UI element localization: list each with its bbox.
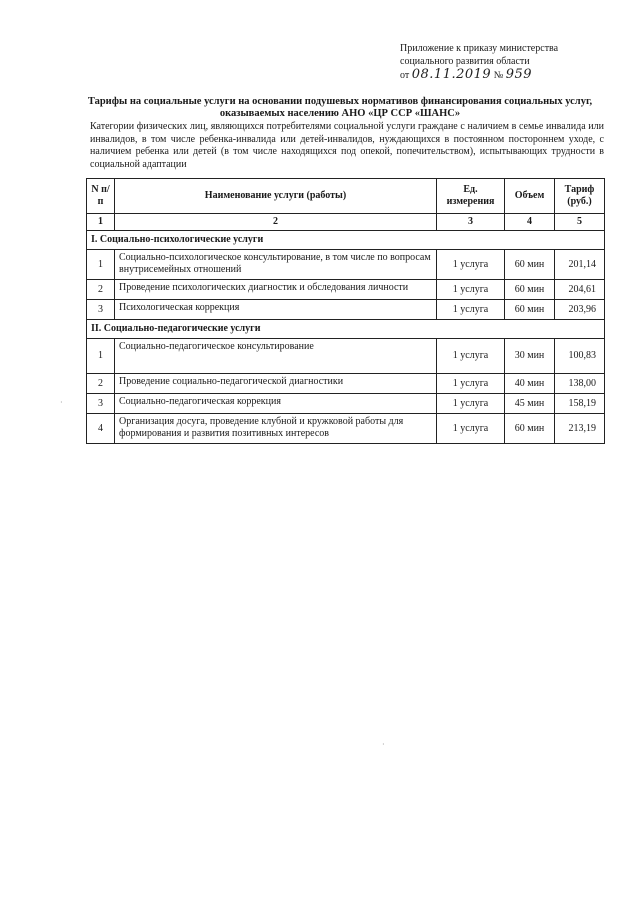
row-num: 1 (87, 339, 115, 374)
table-row (87, 339, 605, 374)
header-volume: Объем (505, 179, 555, 214)
table-row (87, 414, 605, 444)
service-name: Психологическая коррекция (115, 300, 437, 320)
table-header-row (87, 179, 605, 214)
service-tariff: 138,00 (555, 374, 605, 394)
annex-line-1: Приложение к приказу министерства (400, 43, 559, 54)
service-unit: 1 услуга (437, 394, 505, 414)
service-unit: 1 услуга (437, 374, 505, 394)
service-volume: 60 мин (505, 280, 555, 300)
service-volume: 30 мин (505, 339, 555, 374)
service-name: Проведение социально-педагогической диагностики (115, 374, 437, 394)
row-num: 2 (87, 374, 115, 394)
row-num: 3 (87, 394, 115, 414)
table-row (87, 374, 605, 394)
annex-note (400, 42, 600, 82)
scan-speck: · (382, 740, 385, 749)
table-row (87, 280, 605, 300)
col-number: 4 (505, 214, 555, 231)
section-title: I. Социально-психологические услуги (87, 231, 605, 250)
table-row (87, 300, 605, 320)
col-number: 3 (437, 214, 505, 231)
document-title: Тарифы на социальные услуги на основании подушевых нормативов финансирования социальных услуг, оказываемых населению АНО «ЦР ССР «ШАНС» (87, 96, 593, 119)
section-header-row (87, 231, 605, 250)
service-volume: 60 мин (505, 300, 555, 320)
section-title: II. Социально-педагогические услуги (87, 320, 605, 339)
header-unit: Ед. измерения (437, 179, 505, 214)
header-name: Наименование услуги (работы) (115, 179, 437, 214)
service-tariff: 201,14 (555, 250, 605, 280)
service-name: Проведение психологических диагностик и обследования личности (115, 280, 437, 300)
table-row (87, 394, 605, 414)
service-tariff: 204,61 (555, 280, 605, 300)
service-unit: 1 услуга (437, 250, 505, 280)
service-volume: 40 мин (505, 374, 555, 394)
annex-date-prefix: от (400, 70, 410, 81)
service-name: Социально-психологическое консультирование, в том числе по вопросам внутрисемейных отношений (115, 250, 437, 280)
col-number: 2 (115, 214, 437, 231)
service-name: Социально-педагогическая коррекция (115, 394, 437, 414)
service-volume: 60 мин (505, 414, 555, 444)
col-number: 1 (87, 214, 115, 231)
service-tariff: 100,83 (555, 339, 605, 374)
section-header-row (87, 320, 605, 339)
annex-line-2: социального развития области (400, 56, 530, 67)
header-num: N п/п (87, 179, 115, 214)
row-num: 1 (87, 250, 115, 280)
annex-number-prefix: № (493, 70, 504, 81)
annex-number: 959 (505, 67, 533, 82)
table-row (87, 250, 605, 280)
service-tariff: 158,19 (555, 394, 605, 414)
annex-date-line (400, 68, 600, 82)
row-num: 2 (87, 280, 115, 300)
service-unit: 1 услуга (437, 414, 505, 444)
service-unit: 1 услуга (437, 300, 505, 320)
row-num: 4 (87, 414, 115, 444)
header-tariff: Тариф (руб.) (555, 179, 605, 214)
service-volume: 45 мин (505, 394, 555, 414)
service-name: Социально-педагогическое консультирование (115, 339, 437, 374)
row-num: 3 (87, 300, 115, 320)
service-name: Организация досуга, проведение клубной и кружковой работы для формирования и развития позитивных интересов (115, 414, 437, 444)
tariffs-table (86, 178, 605, 444)
annex-date: 08.11.2019 (411, 67, 492, 82)
service-unit: 1 услуга (437, 339, 505, 374)
service-volume: 60 мин (505, 250, 555, 280)
column-number-row (87, 214, 605, 231)
service-tariff: 203,96 (555, 300, 605, 320)
service-unit: 1 услуга (437, 280, 505, 300)
service-tariff: 213,19 (555, 414, 605, 444)
scan-speck: · (60, 398, 63, 407)
categories-paragraph: Категории физических лиц, являющихся потребителями социальной услуги граждане с наличием в семье инвалида или инвалидов, в том числе ребенка-инвалида или детей-инвалидов, нуждающихся в постоянном постороннем уходе, с наличием ребенка или детей (в том числе находящихся под опекой, попечительством), испытывающих трудности в социальной адаптации (90, 121, 604, 170)
col-number: 5 (555, 214, 605, 231)
